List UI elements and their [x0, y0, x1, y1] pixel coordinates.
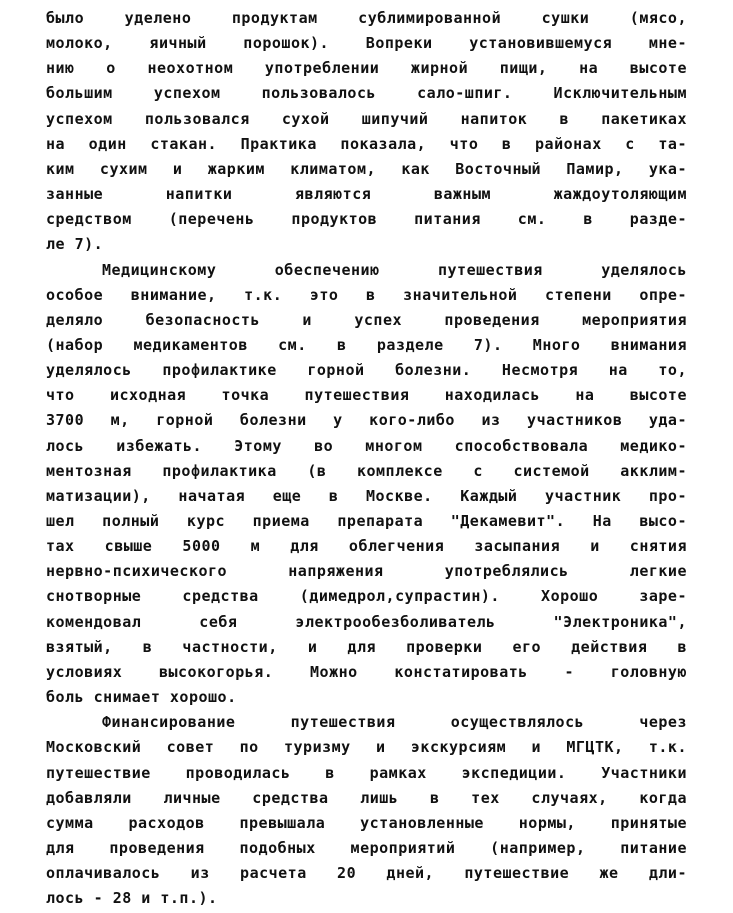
text-line: боль снимает хорошо. — [46, 688, 237, 707]
paragraph-first-line: Медицинскому обеспечению путешествия уделялось — [102, 260, 687, 279]
text-line: условиях высокогорья. Можно констатировать - головную — [46, 662, 687, 681]
text-line: оплачивалось из расчета 20 дней, путешествие же дли- — [46, 864, 687, 883]
text-line: нервно-психического напряжения употреблялись легкие — [46, 562, 687, 581]
text-line: ментозная профилактика (в комплексе с системой акклим- — [46, 461, 687, 480]
text-line: для проведения подобных мероприятий (например, питание — [46, 838, 687, 857]
text-line: занные напитки являются важным жаждоутоляющим — [46, 185, 687, 204]
text-line: было уделено продуктам сублимированной сушки (мясо, — [46, 9, 687, 27]
text-line: лось - 28 и т.п.). — [46, 889, 218, 908]
text-line: молоко, яичный порошок). Вопреки установившемуся мне- — [46, 34, 687, 53]
text-line: особое внимание, т.к. это в значительной степени опре- — [46, 285, 687, 304]
text-line: уделялось профилактике горной болезни. Несмотря на то, — [46, 361, 687, 380]
text-line: ле 7). — [46, 235, 104, 254]
text-line: деляло безопасность и успех проведения мероприятия — [46, 310, 687, 329]
text-line: сумма расходов превышала установленные нормы, принятые — [46, 813, 687, 832]
text-line: шел полный курс приема препарата "Декамевит". На высо- — [46, 512, 687, 530]
text-line: на один стакан. Практика показала, что в районах с та- — [46, 134, 687, 153]
text-line: ким сухим и жарким климатом, как Восточный Памир, ука- — [46, 159, 687, 178]
text-line: тах свыше 5000 м для облегчения засыпания и снятия — [46, 537, 687, 556]
text-line: матизации), начатая еще в Москве. Каждый участник про- — [46, 486, 687, 505]
text-line: средством (перечень продуктов питания см. в разде- — [46, 210, 687, 229]
text-line: большим успехом пользовалось сало-шпиг. Исключительным — [46, 84, 687, 103]
text-line: добавляли личные средства лишь в тех случаях, когда — [46, 788, 687, 807]
text-line: успехом пользовался сухой шипучий напиток в пакетиках — [46, 109, 687, 128]
text-line: путешествие проводилась в рамках экспедиции. Участники — [46, 763, 687, 782]
text-line: лось избежать. Этому во многом способствовала медико- — [46, 436, 687, 455]
text-line: снотворные средства (димедрол,супрастин). Хорошо заре- — [46, 587, 687, 606]
text-line: взятый, в частности, и для проверки его действия в — [46, 637, 687, 656]
text-line: нию о неохотном употреблении жирной пищи, на высоте — [46, 59, 687, 78]
text-line: комендовал себя электрообезболиватель "Электроника", — [46, 612, 687, 631]
text-line: что исходная точка путешествия находилась на высоте — [46, 386, 687, 405]
text-line: 3700 м, горной болезни у кого-либо из участников уда- — [46, 411, 687, 430]
paragraph-first-line: Финансирование путешествия осуществлялось через — [102, 713, 687, 732]
text-line: Московский совет по туризму и экскурсиям и МГЦТК, т.к. — [46, 738, 687, 757]
text-line: (набор медикаментов см. в разделе 7). Много внимания — [46, 335, 687, 354]
